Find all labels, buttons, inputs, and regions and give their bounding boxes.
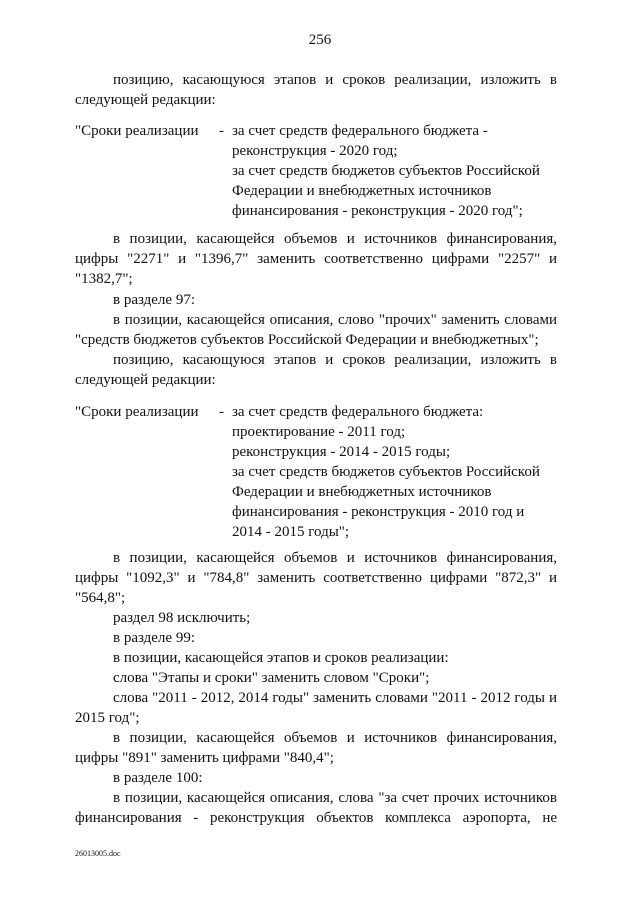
table-values: за счет средств федерального бюджета: проектирование - 2011 год; реконструкция - 2014 - 2015 годы; за счет средств бюджетов субъектов Российской Федерации и внебюджетных источников финансирования - реконструкция - 2010 год и 2014 - 2015 годы"; <box>232 404 540 540</box>
table-dash: - <box>219 123 224 139</box>
paragraph-stages-intro-2: позицию, касающуюся этапов и сроков реализации, изложить в следующей редакции: <box>75 352 557 388</box>
paragraph-section-98: раздел 98 исключить; <box>113 610 251 626</box>
paragraph-section-99: в разделе 99: <box>113 630 195 646</box>
table-dash: - <box>219 404 224 420</box>
paragraph-description-97: в позиции, касающейся описания, слово "прочих" заменить словами "средств бюджетов субъектов Российской Федерации и внебюджетных"; <box>75 312 557 348</box>
paragraph-financing-1: в позиции, касающейся объемов и источников финансирования, цифры "2271" и "1396,7" заменить соответственно цифрами "2257" и "1382,7"; <box>75 231 557 287</box>
paragraph-section-100: в разделе 100: <box>113 770 203 786</box>
table-values: за счет средств федерального бюджета - реконструкция - 2020 год; за счет средств бюджетов субъектов Российской Федерации и внебюджетных источников финансирования - реконструкция - 2020 год"; <box>232 123 540 219</box>
paragraph-section-97: в разделе 97: <box>113 292 195 308</box>
table-label: "Сроки реализации <box>75 123 199 139</box>
paragraph-description-100: в позиции, касающейся описания, слова "за счет прочих источников финансирования - реконструкция объектов комплекса аэропорта, не <box>75 790 557 826</box>
paragraph-financing-2: в позиции, касающейся объемов и источников финансирования, цифры "1092,3" и "784,8" заменить соответственно цифрами "872,3" и "564,8"; <box>75 550 557 606</box>
paragraph-stages-99: в позиции, касающейся этапов и сроков реализации: <box>113 650 449 666</box>
page-number: 256 <box>308 32 332 48</box>
paragraph-financing-99: в позиции, касающейся объемов и источников финансирования, цифры "891" заменить цифрами "840,4"; <box>75 730 557 766</box>
document-filename-footer: 26013005.doc <box>75 849 121 858</box>
paragraph-stages-intro-1: позицию, касающуюся этапов и сроков реализации, изложить в следующей редакции: <box>75 72 557 108</box>
paragraph-years-99: слова "2011 - 2012, 2014 годы" заменить словами "2011 - 2012 годы и 2015 год"; <box>75 690 557 726</box>
table-label: "Сроки реализации <box>75 404 199 420</box>
paragraph-words-99: слова "Этапы и сроки" заменить словом "Сроки"; <box>113 670 430 686</box>
